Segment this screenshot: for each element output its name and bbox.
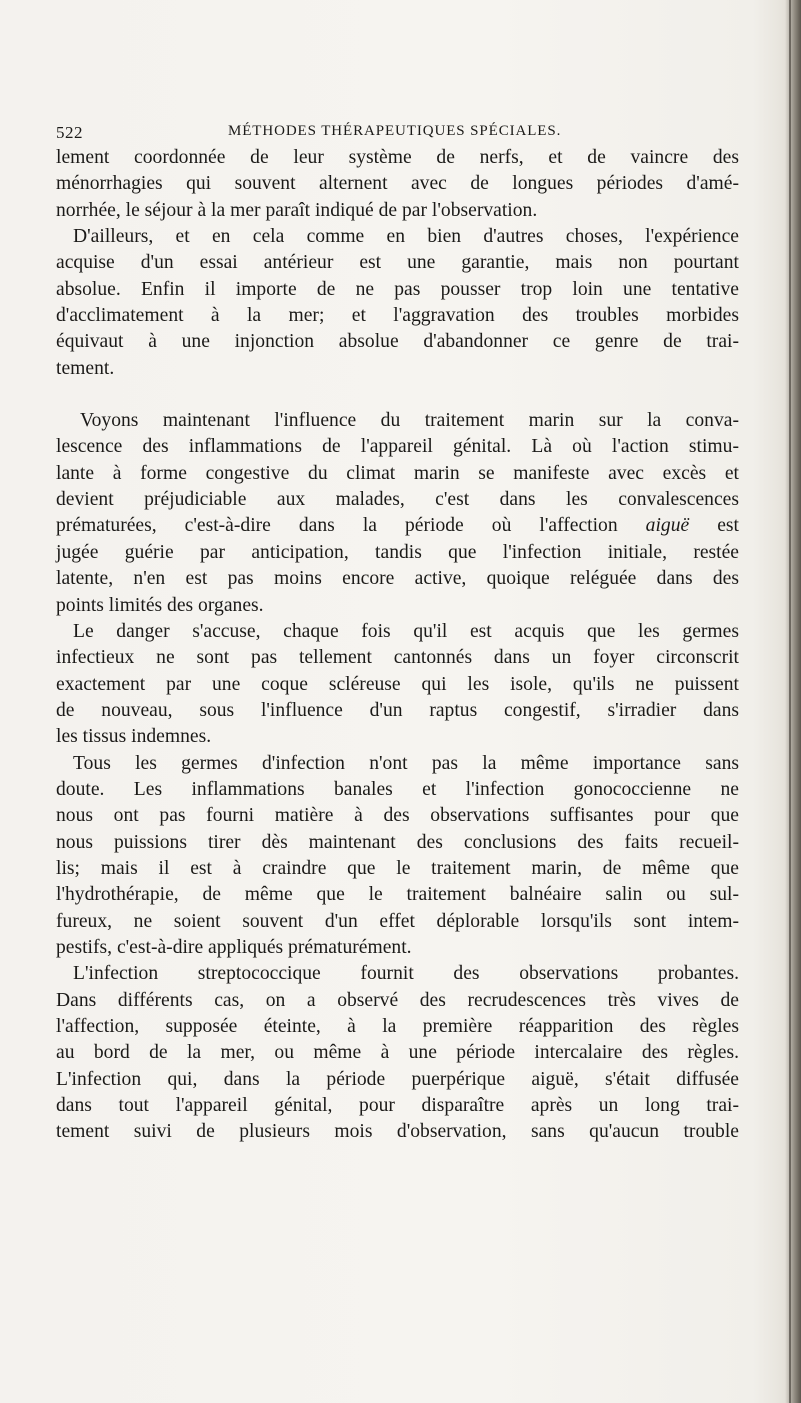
text-line: lement coordonnée de leur système de nerfs, et de vaincre des	[56, 147, 739, 168]
text-span: prématurées, c'est-à-dire dans la période où l'affection	[56, 515, 618, 537]
text-line: infectieux ne sont pas tellement cantonnés dans un foyer circonscrit	[56, 647, 739, 669]
text-line: Voyons maintenant l'influence du traitement marin sur la conva-	[80, 410, 739, 432]
text-line: devient préjudiciable aux malades, c'est dans les convalescences	[56, 489, 739, 511]
text-line: lescence des inflammations de l'appareil génital. Là où l'action stimu-	[56, 436, 739, 458]
italic-word: aiguë	[645, 515, 690, 537]
text-line: Le danger s'accuse, chaque fois qu'il est acquis que les germes	[73, 620, 739, 642]
text-line: lis; mais il est à craindre que le traitement marin, de même que	[56, 857, 739, 879]
text-line: absolue. Enfin il importe de ne pas pousser trop loin une tentative	[56, 278, 739, 300]
text-line: d'acclimatement à la mer; et l'aggravation des troubles morbides	[56, 305, 739, 327]
page-edge-shadow	[785, 0, 801, 1403]
paragraph-gap	[56, 382, 739, 408]
text-line: L'infection qui, dans la période puerpérique aiguë, s'était diffusée	[56, 1068, 739, 1090]
text-line: latente, n'en est pas moins encore active, quoique reléguée dans des	[56, 568, 739, 590]
text-line: Tous les germes d'infection n'ont pas la même importance sans	[73, 752, 739, 774]
text-span: est	[717, 515, 739, 537]
text-line: lante à forme congestive du climat marin se manifeste avec excès et	[56, 462, 739, 484]
text-line: tement.	[56, 357, 115, 379]
text-line: les tissus indemnes.	[56, 726, 212, 748]
text-line: fureux, ne soient souvent d'un effet déplorable lorsqu'ils sont intem-	[56, 910, 739, 932]
page-edge-line	[789, 0, 791, 1403]
header-title: MÉTHODES THÉRAPEUTIQUES SPÉCIALES.	[228, 123, 562, 139]
page-number: 522	[56, 123, 83, 142]
text-line: équivaut à une injonction absolue d'abandonner ce genre de trai-	[56, 331, 739, 353]
text-line: acquise d'un essai antérieur est une garantie, mais non pourtant	[56, 252, 739, 274]
text-line-with-italic	[56, 513, 739, 539]
text-line: l'hydrothérapie, de même que le traitement balnéaire salin ou sul-	[56, 884, 739, 906]
text-line: norrhée, le séjour à la mer paraît indiqué de par l'observation.	[56, 199, 538, 221]
text-line: Dans différents cas, on a observé des recrudescences très vives de	[56, 989, 739, 1011]
text-line: ménorrhagies qui souvent alternent avec de longues périodes d'amé-	[56, 173, 739, 195]
text-line: l'affection, supposée éteinte, à la première réapparition des règles	[56, 1016, 739, 1037]
text-line: L'infection streptococcique fournit des observations probantes.	[73, 963, 739, 985]
text-line: au bord de la mer, ou même à une période intercalaire des règles.	[56, 1042, 739, 1064]
text-line: jugée guérie par anticipation, tandis que l'infection initiale, restée	[56, 541, 739, 563]
text-line: nous ont pas fourni matière à des observations suffisantes pour que	[56, 805, 739, 827]
text-line: dans tout l'appareil génital, pour disparaître après un long trai-	[56, 1095, 739, 1117]
text-line: pestifs, c'est-à-dire appliqués prématurément.	[56, 936, 412, 958]
text-line: de nouveau, sous l'influence d'un raptus congestif, s'irradier dans	[56, 699, 739, 721]
running-header	[56, 123, 736, 145]
text-line: nous puissions tirer dès maintenant des conclusions des faits recueil-	[56, 831, 739, 853]
text-line: doute. Les inflammations banales et l'infection gonococcienne ne	[56, 778, 739, 800]
text-line: exactement par une coque scléreuse qui les isole, qu'ils ne puissent	[56, 673, 739, 695]
text-line: tement suivi de plusieurs mois d'observation, sans qu'aucun trouble	[56, 1121, 739, 1143]
body-text	[56, 145, 739, 1146]
text-line: points limités des organes.	[56, 594, 264, 616]
text-line: D'ailleurs, et en cela comme en bien d'autres choses, l'expérience	[73, 226, 739, 248]
